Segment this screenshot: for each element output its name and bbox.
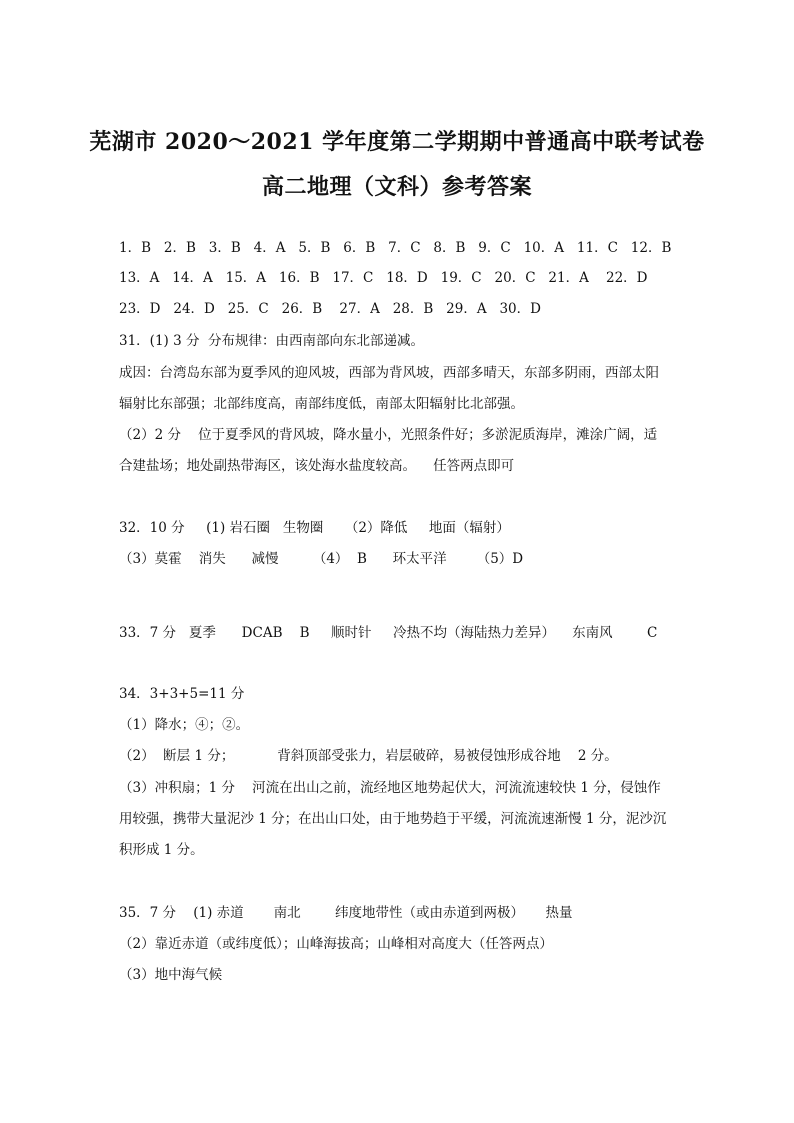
q33-line: 33．7 分 夏季 DCAB B 顺时针 冷热不均（海陆热力差异） 东南风 C — [119, 625, 658, 641]
mc-answers-row-1: 1．B 2．B 3．B 4．A 5．B 6．B 7．C 8．B 9．C 10．A 11．C 12．B — [119, 240, 672, 256]
q31-part2-line2: 合建盐场；地处副热带海区，该处海水盐度较高。 任答两点即可 — [119, 458, 515, 474]
q31-part2-line1: （2）2 分 位于夏季风的背风坡，降水量小，光照条件好；多淤泥质海岸，滩涂广阔，适 — [119, 427, 658, 443]
mc-answers-row-2: 13．A 14．A 15．A 16．B 17．C 18．D 19．C 20．C 21．A 22．D — [119, 270, 648, 286]
document-title: 芜湖市 2020～2021 学年度第二学期期中普通高中联考试卷 — [89, 129, 705, 155]
q35-part3: （3）地中海气候 — [119, 967, 223, 983]
q35-part2: （2）靠近赤道（或纬度低）；山峰海拔高；山峰相对高度大（任答两点） — [119, 936, 553, 952]
q34-part3-line3: 积形成 1 分。 — [119, 842, 204, 858]
q34-part3-line2: 用较强，携带大量泥沙 1 分；在出山口处，由于地势趋于平缓，河流流速渐慢 1 分，泥沙沉 — [119, 811, 667, 827]
mc-answers-row-3: 23．D 24．D 25．C 26．B 27．A 28．B 29．A 30．D — [119, 301, 541, 317]
q31-reason-line2: 辐射比东部强；北部纬度高，南部纬度低，南部太阳辐射比北部强。 — [119, 396, 524, 412]
q34-part2: （2） 断层 1 分； 背斜顶部受张力，岩层破碎，易被侵蚀形成谷地 2 分。 — [119, 748, 618, 764]
q32-line2: （3）莫霍 消失 减慢 （4） B 环太平洋 （5）D — [119, 551, 524, 567]
q34-part3-line1: （3）冲积扇；1 分 河流在出山之前，流经地区地势起伏大，河流流速较快 1 分，侵蚀作 — [119, 780, 661, 796]
q31-reason-line1: 成因：台湾岛东部为夏季风的迎风坡，西部为背风坡，西部多晴天，东部多阴雨，西部太阳 — [119, 365, 659, 381]
q34-header: 34．3+3+5=11 分 — [119, 686, 245, 702]
q31-part1: 31．(1) 3 分 分布规律：由西南部向东北部递减。 — [119, 333, 425, 349]
q34-part1: （1）降水；④；②。 — [119, 717, 250, 733]
document-subtitle: 高二地理（文科）参考答案 — [261, 174, 532, 200]
q35-part1: 35．7 分 (1) 赤道 南北 纬度地带性（或由赤道到两极） 热量 — [119, 905, 573, 921]
q32-line1: 32．10 分 (1) 岩石圈 生物圈 （2）降低 地面（辐射） — [119, 520, 510, 536]
